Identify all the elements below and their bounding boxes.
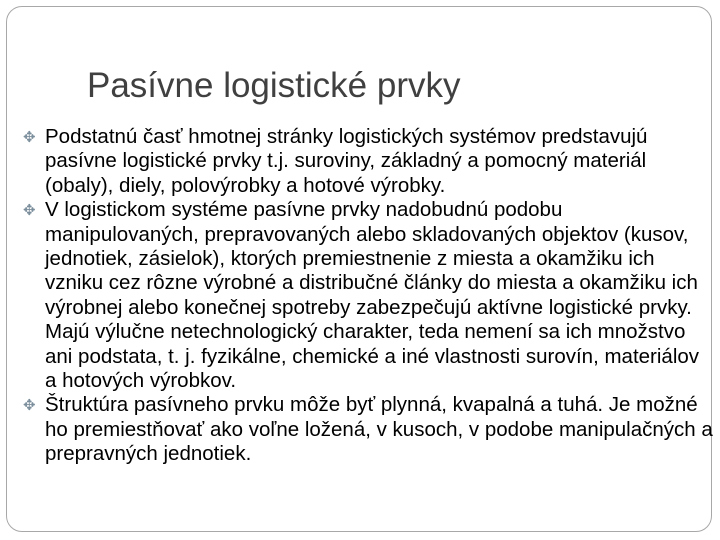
bullet-text: V logistickom systéme pasívne prvky nadobudnú podobu manipulovaných, prepravovaných alebo skladovaných objektov (kusov, jednotiek, zásielok), ktorých premiestnenie z miesta a okamžiku ich vzniku cez rôzne výrobné a distribučné články do miesta a okamžiku ich výrobnej alebo konečnej spotreby zabezpečujú aktívne logistické prvky. Majú výlučne netechnologický charakter, teda nemení sa ich množstvo ani podstata, t. j. fyzikálne, chemické a iné vlastnosti surovín, materiálov a hotových výrobkov.	[45, 198, 700, 393]
bullet-item	[23, 198, 713, 393]
bullet-text: Štruktúra pasívneho prvku môže byť plynná, kvapalná a tuhá. Je možné ho premiestňovať ako voľne ložená, v kusoch, v podobe manipulačných a prepravných jednotiek.	[45, 393, 713, 466]
bullet-arrow-icon: ✥	[23, 129, 36, 146]
bullet-arrow-icon: ✥	[23, 202, 36, 220]
bullet-item	[23, 393, 713, 466]
slide-title: Pasívne logistické prvky	[87, 66, 461, 105]
bullet-list	[23, 125, 713, 467]
slide	[6, 6, 712, 532]
bullet-arrow-icon: ✥	[23, 397, 36, 415]
bullet-text: Podstatnú časť hmotnej stránky logistických systémov predstavujú pasívne logistické prvky t.j. suroviny, základný a pomocný materiál (obaly), diely, polovýrobky a hotové výrobky.	[45, 125, 648, 197]
bullet-item	[23, 125, 713, 198]
